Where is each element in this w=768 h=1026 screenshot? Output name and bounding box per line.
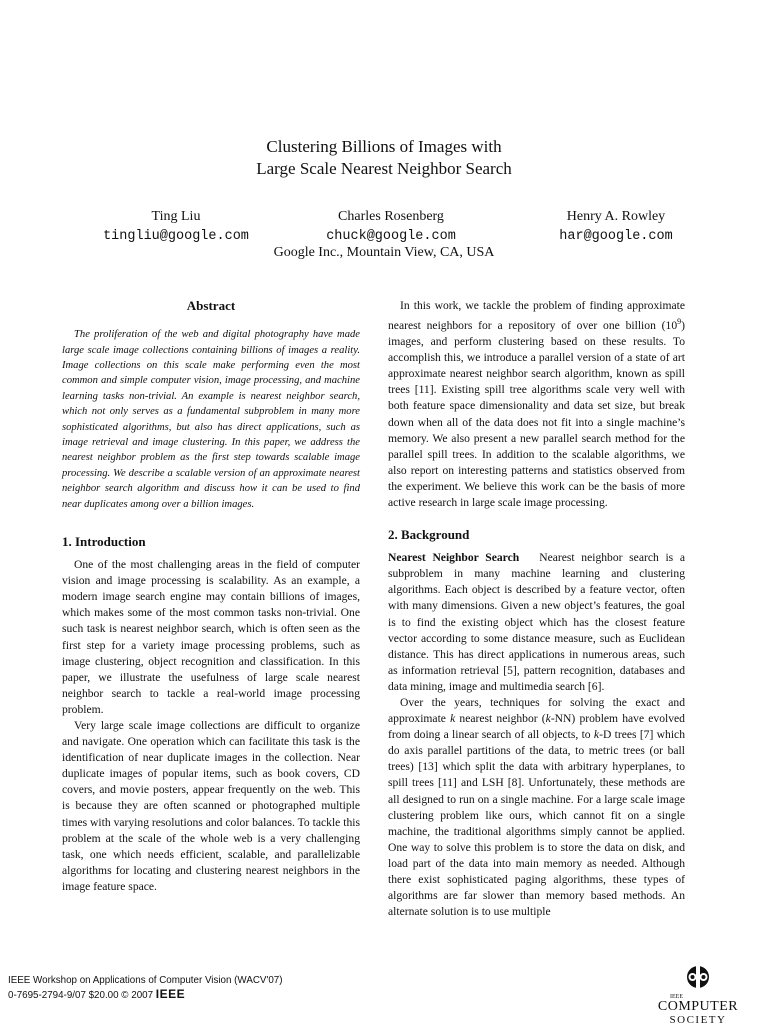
section-heading-background: 2. Background [388, 527, 470, 543]
computer-society-logo [648, 963, 748, 1026]
bg-p2-k: k [450, 712, 456, 726]
bg-p2-part-b: nearest neighbor ( [455, 712, 546, 726]
paper-title [0, 136, 768, 180]
author-email: chuck@google.com [326, 229, 456, 244]
author-name: Charles Rosenberg [338, 209, 444, 224]
footer-line-1: IEEE Workshop on Applications of Computer Vision (WACV'07) [8, 975, 283, 986]
intro-paragraph-1: One of the most challenging areas in the field of computer vision and image processing is scalability. As an example, a modern image search engine may contain billions of images, which makes some of the most common tasks non-trivial. One such task is nearest neighbor search, which is often seen as the first step for a variety image processing problems, such as image clustering, object recognition and classification. In this paper, we illustrate the usefulness of large scale nearest neighbor search to tackle a real-world image processing problem. [62, 558, 360, 716]
section-heading-introduction: 1. Introduction [62, 533, 146, 549]
footer-line-2 [8, 988, 283, 1003]
author-email: tingliu@google.com [103, 229, 249, 244]
intro-paragraph-3 [388, 298, 685, 511]
logo-small-text: IEEE [670, 994, 683, 1000]
intro-paragraph-2: Very large scale image collections are difficult to organize and navigate. One operation which can facilitate this task is the identification of near duplicate images in the collection. Near duplicate images of popular items, such as book covers, CD covers, and movie posters, appear frequently on the web. This is because they are often scanned or photographed multiple times with varying resolutions and color balances. To tackle this problem at the scale of the whole web is a very challenging task, one which needs efficient, scalable, and parallelizable algorithms for locating and clustering nearest neighbors in the image feature space. [62, 719, 360, 893]
bg-p2-part-c: -NN) problem have evolved from doing a linear search of all objects, to [388, 712, 685, 742]
right-column [388, 298, 685, 920]
background-paragraph-2 [388, 695, 685, 920]
author-email: har@google.com [559, 229, 673, 244]
intro-p3-part-b: ) images, and perform clustering based on these results. To accomplish this, we introduce a parallel version of a state of art approximate nearest neighbor search algorithm, known as spill trees [11]. Existing spill tree algorithms scale very well with both feature space dimensionality and data set size, but break down when all of the data does not fit into a single machine’s memory. We also present a new parallel search method for the parallel spill trees. In addition to the scalable algorithms, we also report on interesting patterns and statistics observed from the experiment. We believe this work can be the basis of more active research in large scale image processing. [388, 318, 685, 509]
affiliation: Google Inc., Mountain View, CA, USA [273, 245, 495, 260]
ieee-logo: IEEE [155, 986, 186, 1001]
intro-p3-superscript: 9 [677, 317, 682, 327]
bg-p2-part-d: -D trees [7] which do axis parallel partitions of the data, to metric trees (or ball trees) [13] which split the data with arbitrary hyperplanes, to spill trees [11] and LSH [8]. Unfortunately, these methods are all designed to run on a single machine. For a large scale image clustering problem like ours, which cannot fit on a single machine, the traditional algorithms simply cannot be applied. One way to solve this problem is to store the data on disk, and load part of the data into main memory as needed. Although there exist sophisticated paging algorithms, these types of algorithms are far slower than memory based methods. An alternate solution is to use multiple [388, 728, 685, 919]
abstract-heading: Abstract [186, 298, 236, 313]
logo-word-society: SOCIETY [669, 1014, 727, 1026]
logo-word-computer: COMPUTER [657, 999, 739, 1014]
bg-p2-k2: k [545, 712, 551, 726]
background-p1-text: Nearest neighbor search is a subproblem in many machine learning and clustering algorithms. Each object is described by a feature vector, often with many dimensions. Given a new object’s features, the goal is to find the existing object which has the closest feature vector according to some distance measure, such as Euclidean distance. This has direct applications in numerous areas, such as information retrieval [5], pattern recognition, databases and data mining, image and multimedia search [6]. [388, 551, 685, 693]
intro-p3-part-a: In this work, we tackle the problem of finding approximate nearest neighbors for a repository of over one billion (10 [388, 299, 685, 332]
footer-copyright: 0-7695-2794-9/07 $20.00 © 2007 [8, 989, 154, 1001]
background-paragraph-1 [388, 550, 685, 695]
bg-p2-k3: k [593, 728, 600, 742]
computer-society-emblem-icon [681, 963, 715, 991]
author-1 [58, 207, 294, 247]
footer [8, 975, 283, 1002]
abstract-text: The proliferation of the web and digital photography have made large scale image collections containing billions of images a reality. Image collections on this scale make performing even the most common and simple computer vision, image processing, and machine learning tasks non-trivial. An example is nearest neighbor search, which not only serves as a fundamental subproblem in many more sophisticated algorithms, but also has direct applications, such as image retrieval and image clustering. In this paper, we address the nearest neighbor problem as the first step towards scalable image processing. We describe a scalable version of an approximate nearest neighbor search algorithm and discuss how it can be used to find near duplicates among over a billion images. [62, 329, 360, 510]
author-2 [271, 207, 511, 247]
author-name: Henry A. Rowley [566, 209, 666, 224]
title-line-2: Large Scale Nearest Neighbor Search [256, 159, 512, 178]
author-3 [528, 207, 704, 247]
author-name: Ting Liu [151, 209, 201, 224]
runin-heading: Nearest Neighbor Search [388, 551, 520, 565]
left-column [62, 298, 360, 895]
bg-p2-part-a: Over the years, techniques for solving the exact and approximate [388, 696, 685, 726]
title-line-1: Clustering Billions of Images with [266, 137, 502, 156]
